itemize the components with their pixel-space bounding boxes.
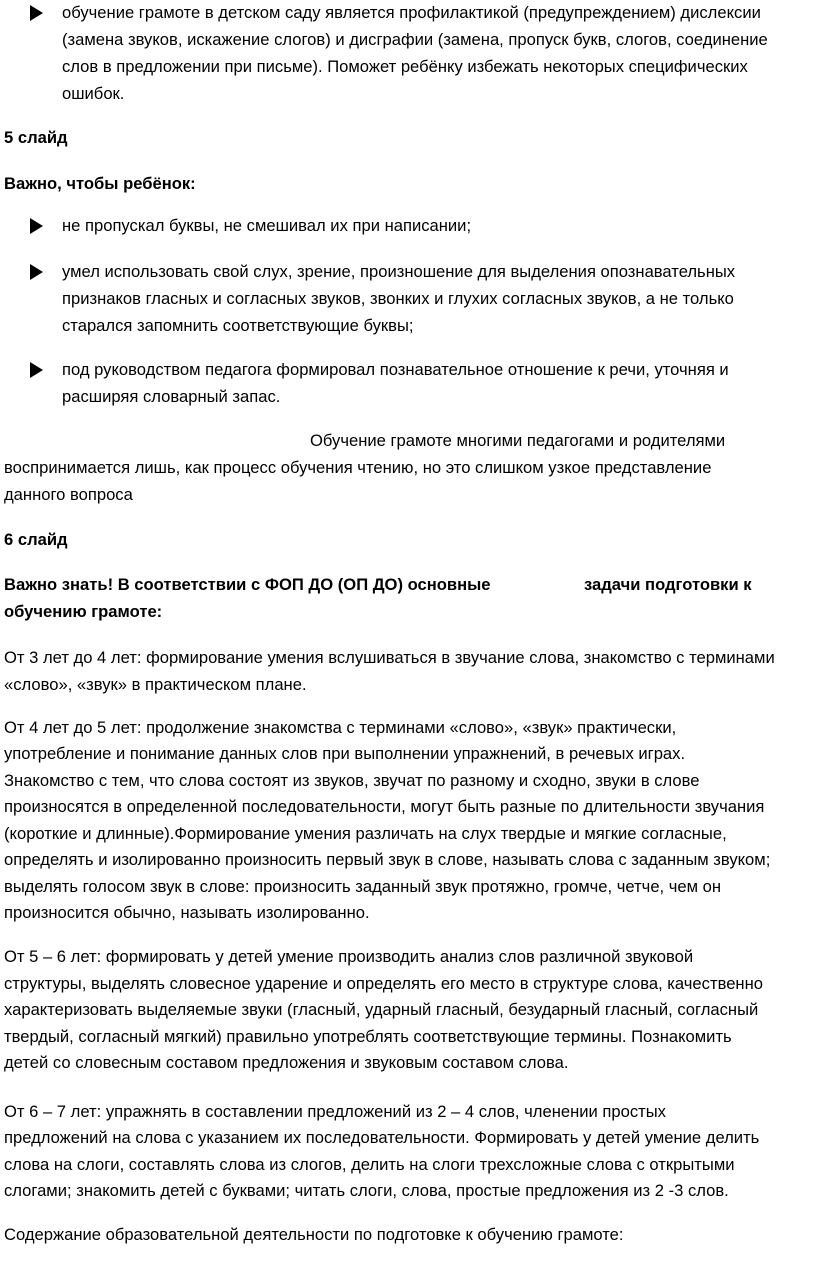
age-6-7-line-3: слова на слоги, составлять слова из слогов, делить на слоги трехсложные слова с открытыми [4, 1155, 735, 1174]
bullet-arrow-icon [30, 264, 43, 280]
age-3-4-line-2: «слово», «звук» в практическом плане. [4, 675, 307, 694]
slide5-note-line-3: данного вопроса [4, 485, 133, 504]
slide5-bullet-2-line-2: признаков гласных и согласных звуков, звонких и глухих согласных звуков, а не только [62, 289, 734, 308]
age-4-5-line-1: От 4 лет до 5 лет: продолжение знакомства с терминами «слово», «звук» практически, [4, 718, 677, 737]
age-5-6-line-2: структуры, выделять словесное ударение и определять его место в структуре слова, качественно [4, 974, 763, 993]
slide6-important-part1: Важно знать! В соответствии с ФОП ДО (ОП ДО) основные [4, 575, 491, 594]
age-5-6-line-5: детей со словесным составом предложения и звуковым составом слова. [4, 1053, 569, 1072]
intro-line-1: обучение грамоте в детском саду является профилактикой (предупреждением) дислексии [62, 3, 761, 22]
age-4-5-line-6: определять и изолированно произносить первый звук в слове, называть слова с заданным звуком; [4, 850, 771, 869]
slide5-subheading: Важно, чтобы ребёнок: [4, 174, 196, 193]
slide5-bullet-3-line-2: расширяя словарный запас. [62, 387, 281, 406]
age-6-7-line-4: слогами; знакомить детей с буквами; читать слоги, слова, простые предложения из 2 -3 слов. [4, 1181, 729, 1200]
age-5-6-line-3: характеризовать выделяемые звуки (гласный, ударный гласный, безударный гласный, согласный [4, 1000, 759, 1019]
age-5-6-line-1: От 5 – 6 лет: формировать у детей умение производить анализ слов различной звуковой [4, 947, 694, 966]
age-6-7-line-1: От 6 – 7 лет: упражнять в составлении предложений из 2 – 4 слов, членении простых [4, 1102, 666, 1121]
age-4-5-line-8: произносится обычно, называть изолированно. [4, 903, 370, 922]
slide5-bullet-1-line-1: не пропускал буквы, не смешивал их при написании; [62, 216, 472, 235]
slide6-important-line2: обучению грамоте: [4, 602, 163, 621]
intro-line-2: (замена звуков, искажение слогов) и дисграфии (замена, пропуск букв, слогов, соединение [62, 30, 768, 49]
age-3-4-line-1: От 3 лет до 4 лет: формирование умения вслушиваться в звучание слова, знакомство с терминами [4, 648, 775, 667]
bullet-arrow-icon [30, 362, 43, 378]
slide6-heading: 6 слайд [4, 530, 68, 549]
age-4-5-line-3: Знакомство с тем, что слова состоят из звуков, звучат по разному и сходно, звуки в слове [4, 771, 700, 790]
slide5-heading: 5 слайд [4, 128, 68, 147]
slide5-bullet-2-line-3: старался запомнить соответствующие буквы; [62, 316, 414, 335]
slide5-note-line-2: воспринимается лишь, как процесс обучения чтению, но это слишком узкое представление [4, 458, 712, 477]
age-6-7-line-2: предложений на слова с указанием их последовательности. Формировать у детей умение делить [4, 1128, 760, 1147]
age-4-5-line-5: (короткие и длинные).Формирование умения различать на слух твердые и мягкие согласные, [4, 824, 727, 843]
intro-line-3: слов в предложении при письме). Поможет ребёнку избежать некоторых специфических [62, 57, 748, 76]
content-heading: Содержание образовательной деятельности по подготовке к обучению грамоте: [4, 1225, 624, 1244]
bullet-arrow-icon [30, 218, 43, 234]
age-4-5-line-4: произносятся в определенной последовательности, могут быть разные по длительности звучания [4, 797, 765, 816]
age-5-6-line-4: твердый, согласный мягкий) правильно употреблять соответствующие термины. Познакомить [4, 1027, 732, 1046]
slide6-important-part2: задачи подготовки к [584, 575, 752, 594]
slide5-bullet-3-line-1: под руководством педагога формировал познавательное отношение к речи, уточняя и [62, 360, 729, 379]
age-4-5-line-2: употребление и понимание данных слов при выполнении упражнений, в речевых играх. [4, 744, 686, 763]
age-4-5-line-7: выделять голосом звук в слове: произносить заданный звук протяжно, громче, четче, чем он [4, 877, 722, 896]
intro-line-4: ошибок. [62, 84, 125, 103]
slide5-note-line-1: Обучение грамоте многими педагогами и родителями [310, 431, 726, 450]
bullet-arrow-icon [30, 5, 43, 21]
slide5-bullet-2-line-1: умел использовать свой слух, зрение, произношение для выделения опознавательных [62, 262, 736, 281]
